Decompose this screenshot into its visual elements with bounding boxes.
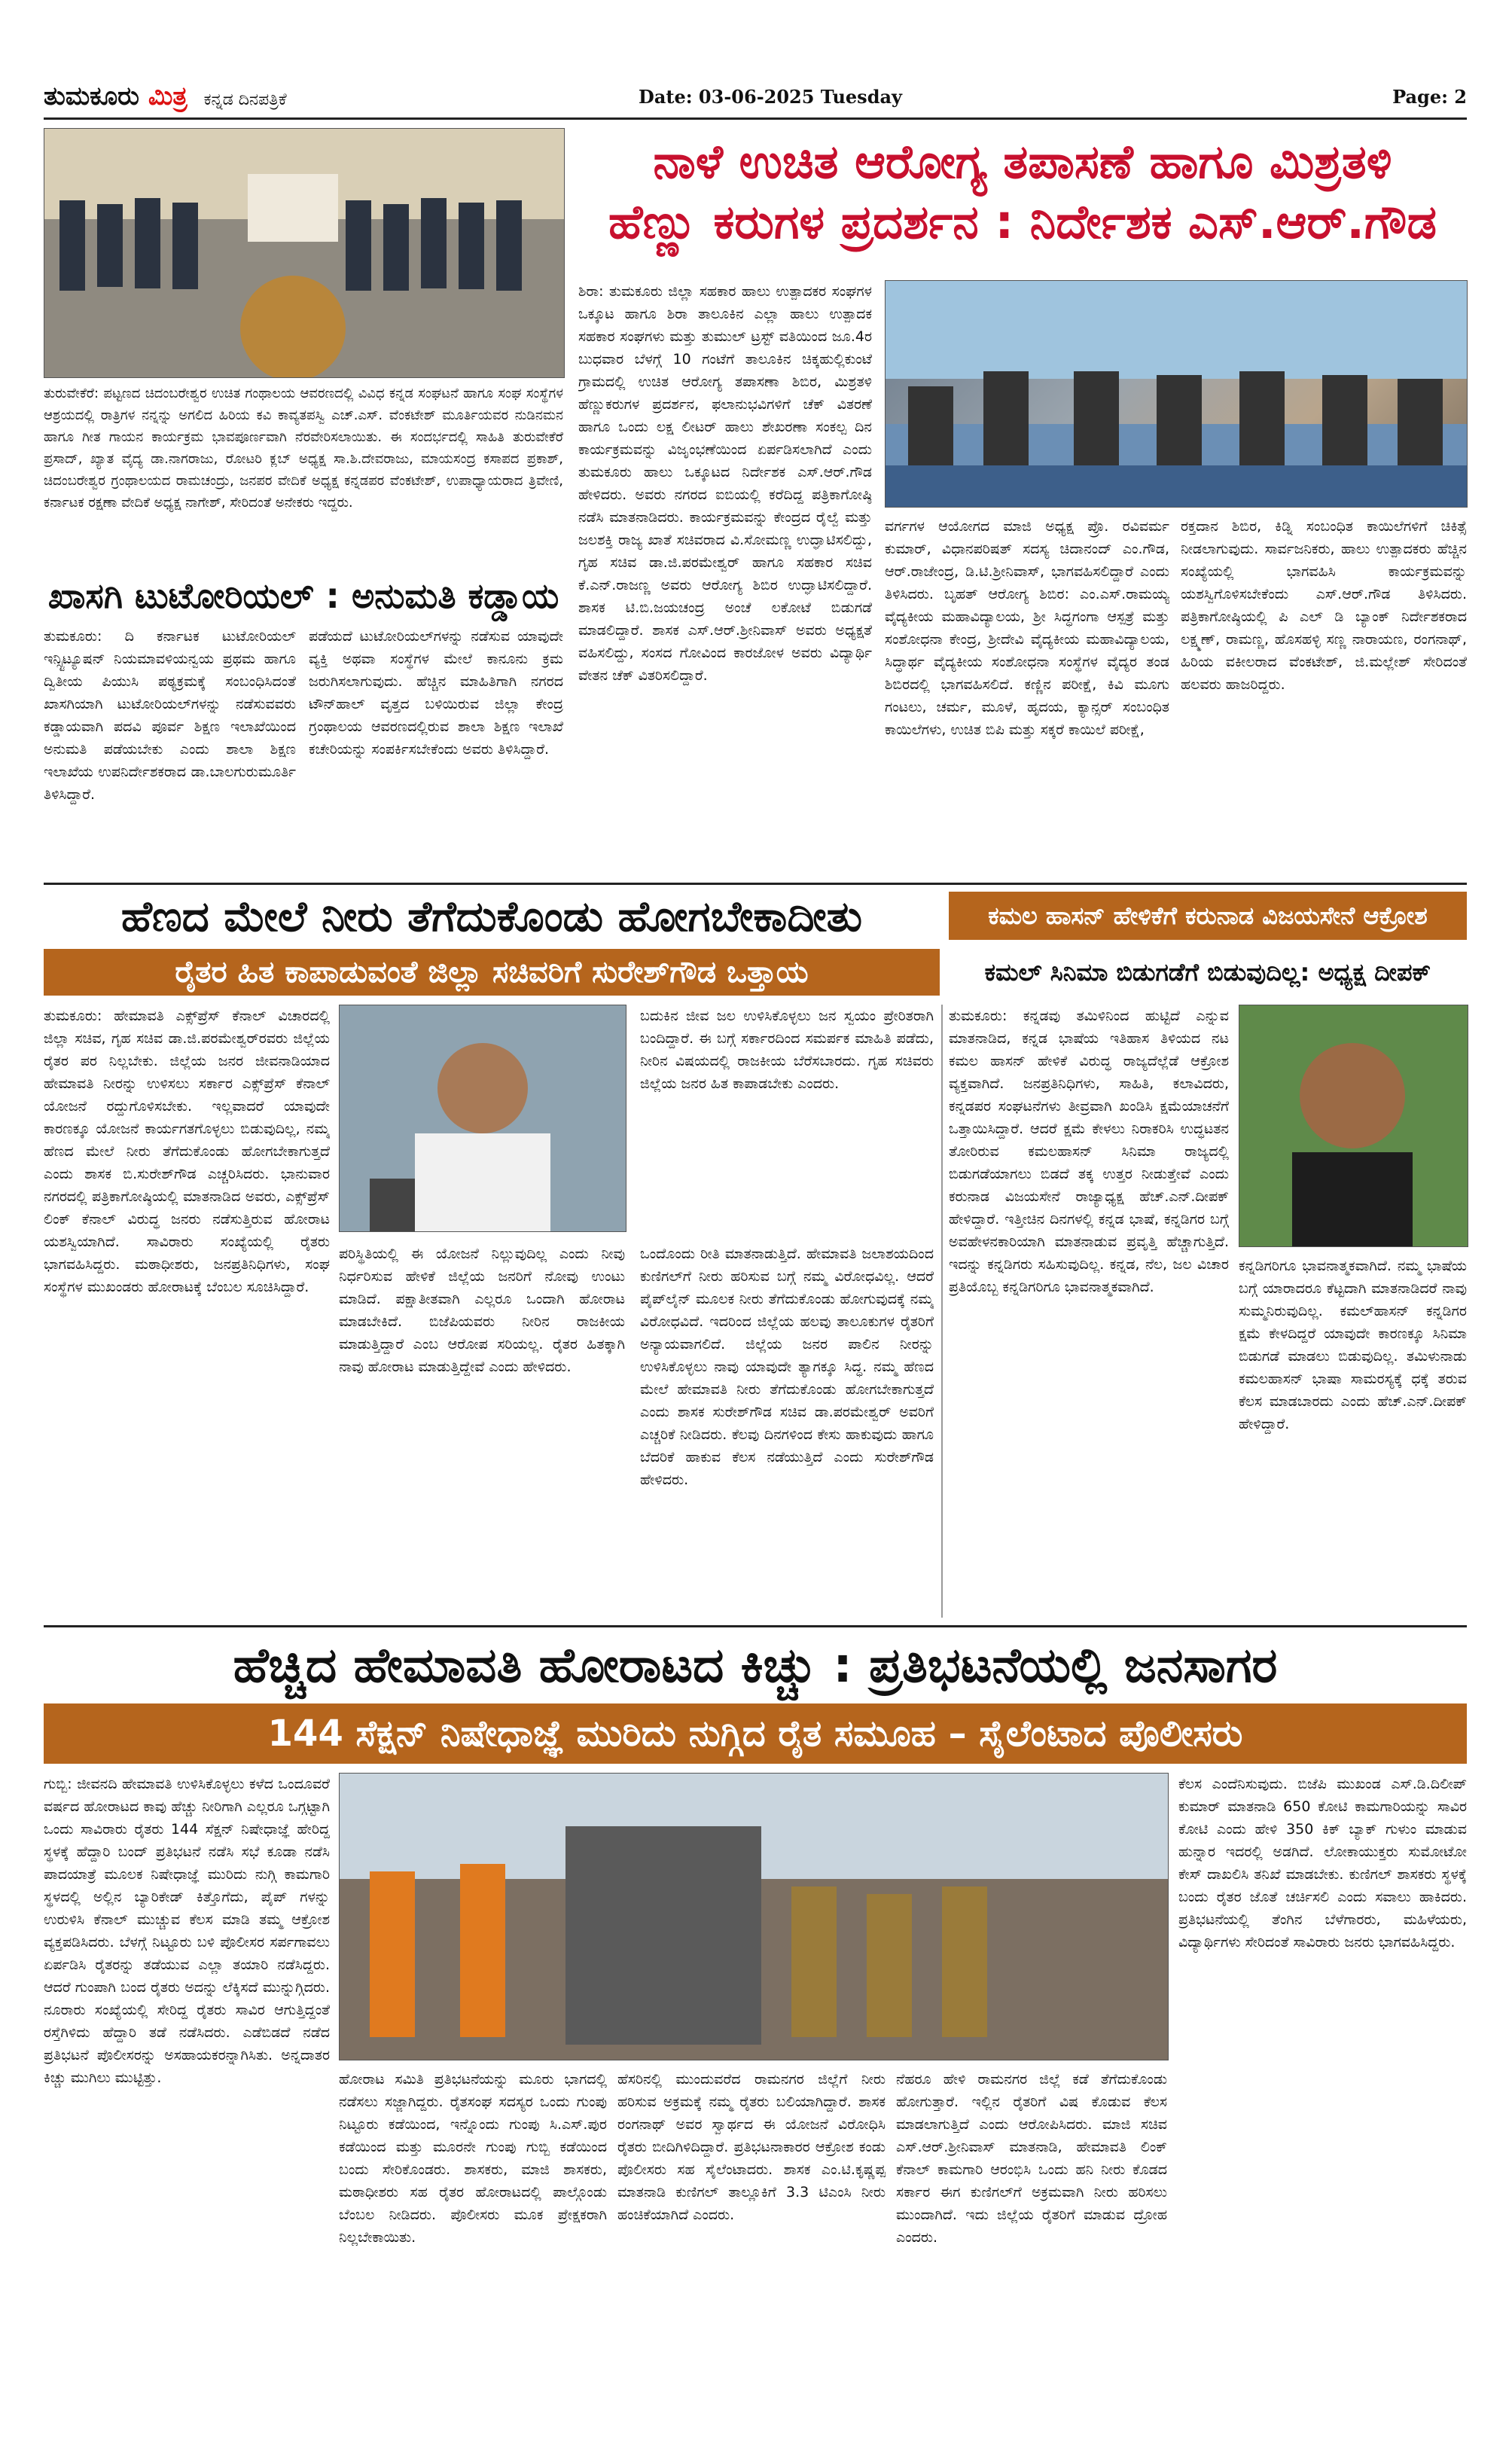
kamal-column-1-text: ತುಮಕೂರು: ಕನ್ನಡವು ತಮಿಳಿನಿಂದ ಹುಟ್ಟಿದೆ ಎನ್ನುವ ಮಾತನಾಡಿದ, ಕನ್ನಡ ಭಾಷೆಯ ಇತಿಹಾಸ ತಿಳಿಯದ ನಟ ಕಮಲ ಹಾಸನ್ ಹೇಳಿಕೆ ವಿರುದ್ಧ ರಾಜ್ಯದೆಲ್ಲೆಡೆ ಆಕ್ರೋಶ ವ್ಯಕ್ತವಾಗಿದೆ. ಜನಪ್ರತಿನಿಧಿಗಳು, ಸಾಹಿತಿ, ಕಲಾವಿದರು, ಕನ್ನಡಪರ ಸಂಘಟನೆಗಳು ತೀವ್ರವಾಗಿ ಖಂಡಿಸಿ ಕ್ಷಮೆಯಾಚನೆಗೆ ಒತ್ತಾಯಿಸಿದ್ದಾರೆ. ಆದರೆ ಕ್ಷಮೆ ಕೇಳಲು ನಿರಾಕರಿಸಿ ಉದ್ಧಟತನ ತೋರಿರುವ ಕಮಲಹಾಸನ್ ಸಿನಿಮಾ ರಾಜ್ಯದಲ್ಲಿ ಬಿಡುಗಡೆಯಾಗಲು ಬಿಡದೆ ತಕ್ಕ ಉತ್ತರ ನೀಡುತ್ತೇವೆ ಎಂದು ಕರುನಾಡ ವಿಜಯಸೇನೆ ರಾಜ್ಯಾಧ್ಯಕ್ಷ ಹೆಚ್.ಎನ್.ದೀಪಕ್ ಹೇಳಿದ್ದಾರೆ. ಇತ್ತೀಚಿನ ದಿನಗಳಲ್ಲಿ ಕನ್ನಡ ಭಾಷೆ, ಕನ್ನಡಿಗರ ಬಗ್ಗೆ ಅವಹೇಳನಕಾರಿಯಾಗಿ ಮಾತನಾಡುವ ಪ್ರವೃತ್ತಿ ಹೆಚ್ಚಾಗುತ್ತಿದೆ. ಇದನ್ನು ಕನ್ನಡಿಗರು ಸಹಿಸುವುದಿಲ್ಲ. ಕನ್ನಡ, ನೆಲ, ಜಲ ವಿಚಾರ ಪ್ರತಿಯೊಬ್ಬ ಕನ್ನಡಿಗರಿಗೂ ಭಾವನಾತ್ಮಕವಾಗಿದೆ. [949,1008,1229,1295]
section-divider [44,1625,1467,1627]
photo-illustration [886,281,1467,507]
health-column-2-text: ವರ್ಗಗಳ ಆಯೋಗದ ಮಾಜಿ ಅಧ್ಯಕ್ಷ ಪ್ರೊ. ರವಿವರ್ಮ ಕುಮಾರ್, ವಿಧಾನಪರಿಷತ್ ಸದಸ್ಯ ಚಿದಾನಂದ್ ಎಂ.ಗೌಡ, ಆರ್.ರಾಜೇಂದ್ರ, ಡಿ.ಟಿ.ಶ್ರೀನಿವಾಸ್, ಭಾಗವಹಿಸಲಿದ್ದಾರೆ ಎಂದು ತಿಳಿಸಿದರು. ಬೃಹತ್ ಆರೋಗ್ಯ ಶಿಬಿರ: ಎಂ.ಎಸ್.ರಾಮಯ್ಯ ವೈದ್ಯಕೀಯ ಮಹಾವಿದ್ಯಾಲಯ, ಶ್ರೀ ಸಿದ್ಧಗಂಗಾ ಆಸ್ಪತ್ರೆ ಮತ್ತು ಸಂಶೋಧನಾ ಕೇಂದ್ರ, ಶ್ರೀದೇವಿ ವೈದ್ಯಕೀಯ ಮಹಾವಿದ್ಯಾಲಯ, ಸಿದ್ಧಾರ್ಥ ವೈದ್ಯಕೀಯ ಸಂಶೋಧನಾ ಸಂಸ್ಥೆಗಳ ವೈದ್ಯರ ತಂಡ ಶಿಬಿರದಲ್ಲಿ ಭಾಗವಹಿಸಲಿದೆ. ಕಣ್ಣಿನ ಪರೀಕ್ಷೆ, ಕಿವಿ ಮೂಗು ಗಂಟಲು, ಚರ್ಮ, ಮೂಳೆ, ಹೃದಯ, ಕ್ಯಾನ್ಸರ್ ಸಂಬಂಧಿತ ಕಾಯಿಲೆಗಳು, ಉಚಿತ ಬಿಪಿ ಮತ್ತು ಸಕ್ಕರೆ ಕಾಯಿಲೆ ಪರೀಕ್ಷೆ, [885,518,1169,738]
brand-name: ತುಮಕೂರು [44,81,139,111]
water-column-2b-text: ಪರಿಸ್ಥಿತಿಯಲ್ಲಿ ಈ ಯೋಜನೆ ನಿಲ್ಲುವುದಿಲ್ಲ ಎಂದು ನೀವು ನಿರ್ಧರಿಸುವ ಹೇಳಿಕೆ ಜಿಲ್ಲೆಯ ಜನರಿಗೆ ನೋವು ಉಂಟು ಮಾಡಿದೆ. ಪಕ್ಷಾತೀತವಾಗಿ ಎಲ್ಲರೂ ಒಂದಾಗಿ ಹೋರಾಟ ಮಾಡಬೇಕಿದೆ. ಬಿಜೆಪಿಯವರು ನೀರಿನ ರಾಜಕೀಯ ಮಾಡುತ್ತಿದ್ದಾರೆ ಎಂಬ ಆರೋಪ ಸರಿಯಲ್ಲ. ರೈತರ ಹಿತಕ್ಕಾಗಿ ನಾವು ಹೋರಾಟ ಮಾಡುತ್ತಿದ್ದೇವೆ ಎಂದು ಹೇಳಿದರು. [339,1246,625,1375]
protest-column-4 [896,2068,1167,2410]
protest-column-1-text: ಗುಬ್ಬಿ: ಜೀವನದಿ ಹೇಮಾವತಿ ಉಳಿಸಿಕೊಳ್ಳಲು ಕಳೆದ ಒಂದೂವರೆ ವರ್ಷದ ಹೋರಾಟದ ಕಾವು ಹೆಚ್ಚು ನೀರಿಗಾಗಿ ಎಲ್ಲರೂ ಒಗ್ಗಟ್ಟಾಗಿ ಒಂದು ಸಾವಿರಾರು ರೈತರು 144 ಸೆಕ್ಷನ್ ನಿಷೇಧಾಜ್ಞೆ ಹೇರಿದ್ದ ಸ್ಥಳಕ್ಕೆ ಹೆದ್ದಾರಿ ಬಂದ್ ಪ್ರತಿಭಟನೆ ನಡೆಸಿ ಸಭೆ ಕೂಡಾ ನಡೆಸಿ ಪಾದಯಾತ್ರೆ ಮೂಲಕ ನಿಷೇಧಾಜ್ಞೆ ಮುರಿದು ನುಗ್ಗಿ ಕಾಮಗಾರಿ ಸ್ಥಳದಲ್ಲಿ ಅಲ್ಲಿನ ಬ್ಯಾರಿಕೇಡ್ ಕಿತ್ತೊಗೆದು, ಪೈಪ್ ಗಳನ್ನು ಉರುಳಿಸಿ ಕೆನಾಲ್ ಮುಚ್ಚುವ ಕೆಲಸ ಮಾಡಿ ತಮ್ಮ ಆಕ್ರೋಶ ವ್ಯಕ್ತಪಡಿಸಿದರು. ಬೆಳಗ್ಗೆ ನಿಟ್ಟೂರು ಬಳಿ ಪೊಲೀಸರ ಸರ್ಪಗಾವಲು ಏರ್ಪಡಿಸಿ ರೈತರನ್ನು ತಡೆಯುವ ಎಲ್ಲಾ ತಯಾರಿ ನಡೆಸಿದ್ದರು. ಆದರೆ ಗುಂಪಾಗಿ ಬಂದ ರೈತರು ಅದನ್ನು ಲೆಕ್ಕಿಸದೆ ಮುನ್ನುಗ್ಗಿದರು. ನೂರಾರು ಸಂಖ್ಯೆಯಲ್ಲಿ ಸೇರಿದ್ದ ರೈತರು ಸಾವಿರ ಆಗುತ್ತಿದ್ದಂತೆ ರಸ್ತೆಗಿಳಿದು ಹೆದ್ದಾರಿ ತಡೆ ನಡೆಸಿದರು. ಎಡೆಬಿಡದೆ ನಡೆದ ಪ್ರತಿಭಟನೆ ಪೊಲೀಸರನ್ನು ಅಸಹಾಯಕರನ್ನಾಗಿಸಿತು. ಅನ್ನದಾತರ ಕಿಚ್ಚು ಮುಗಿಲು ಮುಟ್ಟಿತ್ತು. [44,1776,330,2086]
water-column-3 [640,1243,934,1618]
water-column-2 [640,1005,934,1231]
kamal-column-2-text: ಕನ್ನಡಿಗರಿಗೂ ಭಾವನಾತ್ಮಕವಾಗಿದೆ. ನಮ್ಮ ಭಾಷೆಯ ಬಗ್ಗೆ ಯಾರಾದರೂ ಕೆಟ್ಟದಾಗಿ ಮಾತನಾಡಿದರೆ ನಾವು ಸುಮ್ಮನಿರುವುದಿಲ್ಲ. ಕಮಲ್‌ಹಾಸನ್ ಕನ್ನಡಿಗರ ಕ್ಷಮೆ ಕೇಳದಿದ್ದರೆ ಯಾವುದೇ ಕಾರಣಕ್ಕೂ ಸಿನಿಮಾ ಬಿಡುಗಡೆ ಮಾಡಲು ಬಿಡುವುದಿಲ್ಲ. ತಮಿಳುನಾಡು ಕಮಲಹಾಸನ್ ಭಾಷಾ ಸಾಮರಸ್ಯಕ್ಕೆ ಧಕ್ಕೆ ತರುವ ಕೆಲಸ ಮಾಡಬಾರದು ಎಂದು ಹೆಚ್.ಎನ್.ದೀಪಕ್ ಹೇಳಿದ್ದಾರೆ. [1239,1258,1467,1432]
water-headline: ಹೆಣದ ಮೇಲೆ ನೀರು ತೆಗೆದುಕೊಂಡು ಹೋಗಬೇಕಾದೀತು [120,892,863,941]
photo-illustration [1239,1005,1468,1246]
tutorial-headline: ಖಾಸಗಿ ಟುಟೋರಿಯಲ್ : ಅನುಮತಿ ಕಡ್ಡಾಯ [47,575,559,616]
brand-name-accent: ಮಿತ್ರ [148,81,187,111]
tutorial-column-2 [309,625,563,877]
health-column-1 [578,280,872,877]
photo-deepak [1239,1005,1468,1247]
water-column-2b [339,1243,625,1618]
photo-illustration [340,1774,1168,2060]
water-column-1-text: ತುಮಕೂರು: ಹೇಮಾವತಿ ಎಕ್ಸ್‌ಪ್ರೆಸ್ ಕೆನಾಲ್ ವಿಚಾರದಲ್ಲಿ ಜಿಲ್ಲಾ ಸಚಿವ, ಗೃಹ ಸಚಿವ ಡಾ.ಜಿ.ಪರಮೇಶ್ವರ್‌ರವರು ಜಿಲ್ಲೆಯ ರೈತರ ಪರ ನಿಲ್ಲಬೇಕು. ಜಿಲ್ಲೆಯ ಜನರ ಜೀವನಾಡಿಯಾದ ಹೇಮಾವತಿ ನೀರನ್ನು ಉಳಿಸಲು ಸರ್ಕಾರ ಎಕ್ಸ್‌ಪ್ರೆಸ್ ಕೆನಾಲ್ ಯೋಜನೆ ರದ್ದುಗೊಳಿಸಬೇಕು. ಇಲ್ಲವಾದರೆ ಯಾವುದೇ ಕಾರಣಕ್ಕೂ ಯೋಜನೆ ಕಾರ್ಯಗತಗೊಳ್ಳಲು ಬಿಡುವುದಿಲ್ಲ, ನಮ್ಮ ಹೆಣದ ಮೇಲೆ ನೀರು ತೆಗೆದುಕೊಂಡು ಹೋಗಬೇಕಾಗುತ್ತದೆ ಎಂದು ಶಾಸಕ ಬಿ.ಸುರೇಶ್‌ಗೌಡ ಎಚ್ಚರಿಸಿದರು. ಭಾನುವಾರ ನಗರದಲ್ಲಿ ಪತ್ರಿಕಾಗೋಷ್ಠಿಯಲ್ಲಿ ಮಾತನಾಡಿದ ಅವರು, ಎಕ್ಸ್‌ಪ್ರೆಸ್ ಲಿಂಕ್ ಕೆನಾಲ್ ವಿರುದ್ಧ ಜನರು ನಡೆಸುತ್ತಿರುವ ಹೋರಾಟ ಯಶಸ್ವಿಯಾಗಿದೆ. ಸಾವಿರಾರು ಸಂಖ್ಯೆಯಲ್ಲಿ ರೈತರು ಭಾಗವಹಿಸಿದ್ದರು. ಮಠಾಧೀಶರು, ಜನಪ್ರತಿನಿಧಿಗಳು, ಸಂಘ ಸಂಸ್ಥೆಗಳ ಮುಖಂಡರು ಹೋರಾಟಕ್ಕೆ ಬೆಂಬಲ ಸೂಚಿಸಿದ್ದಾರೆ. [44,1008,330,1295]
protest-column-5-text: ಕೆಲಸ ಎಂದೆನಿಸುವುದು. ಬಿಜೆಪಿ ಮುಖಂಡ ಎಸ್.ಡಿ.ದಿಲೀಪ್ ಕುಮಾರ್ ಮಾತನಾಡಿ 650 ಕೋಟಿ ಕಾಮಗಾರಿಯನ್ನು ಸಾವಿರ ಕೋಟಿ ಎಂದು ಹೇಳಿ 350 ಕಿಕ್ ಬ್ಯಾಕ್ ಗುಳುಂ ಮಾಡುವ ಹುನ್ನಾರ ಇದರಲ್ಲಿ ಅಡಗಿದೆ. ಲೋಕಾಯುಕ್ತರು ಸುಮೋಟೋ ಕೇಸ್ ದಾಖಲಿಸಿ ತನಿಖೆ ಮಾಡಬೇಕು. ಕುಣಿಗಲ್ ಶಾಸಕರು ಸ್ಥಳಕ್ಕೆ ಬಂದು ರೈತರ ಜೊತೆ ಚರ್ಚಿಸಲಿ ಎಂದು ಸವಾಲು ಹಾಕಿದರು. ಪ್ರತಿಭಟನೆಯಲ್ಲಿ ತೆಂಗಿನ ಬೆಳೆಗಾರರು, ಮಹಿಳೆಯರು, ವಿದ್ಯಾರ್ಥಿಗಳು ಸೇರಿದಂತೆ ಸಾವಿರಾರು ಜನರು ಭಾಗವಹಿಸಿದ್ದರು. [1178,1776,1467,1951]
photo-suresh-gowda [339,1005,626,1232]
article-turuvekere [44,383,563,569]
kamal-subhead: ಕಮಲ್ ಸಿನಿಮಾ ಬಿಡುಗಡೆಗೆ ಬಿಡುವುದಿಲ್ಲ: ಅಧ್ಯಕ್ಷ ದೀಪಕ್ [984,958,1431,987]
newspaper-logo [44,81,287,111]
column-divider [941,1005,943,1618]
section-divider [44,883,1467,885]
kamal-column-2 [1239,1255,1467,1618]
page-number: Page: 2 [1392,86,1467,108]
brand-subtitle: ಕನ್ನಡ ದಿನಪತ್ರಿಕೆ [203,90,287,109]
protest-headline: ಹೆಚ್ಚಿದ ಹೇಮಾವತಿ ಹೋರಾಟದ ಕಿಚ್ಚು : ಪ್ರತಿಭಟನೆಯಲ್ಲಿ ಜನಸಾಗರ [233,1638,1278,1694]
tutorial-column-1-text: ತುಮಕೂರು: ದಿ ಕರ್ನಾಟಕ ಟುಟೋರಿಯಲ್ ಇನ್ಸ್ಟಿಟ್ಯೂಷನ್ ನಿಯಮಾವಳಿಯನ್ವಯ ಪ್ರಥಮ ಹಾಗೂ ದ್ವಿತೀಯ ಪಿಯುಸಿ ಪಠ್ಯಕ್ರಮಕ್ಕೆ ಸಂಬಂಧಿಸಿದಂತೆ ಖಾಸಗಿಯಾಗಿ ಟುಟೋರಿಯಲ್‌ಗಳನ್ನು ನಡೆಸುವವರು ಕಡ್ಡಾಯವಾಗಿ ಪದವಿ ಪೂರ್ವ ಶಿಕ್ಷಣ ಇಲಾಖೆಯಿಂದ ಅನುಮತಿ ಪಡೆಯಬೇಕು ಎಂದು ಶಾಲಾ ಶಿಕ್ಷಣ ಇಲಾಖೆಯ ಉಪನಿರ್ದೇಶಕರಾದ ಡಾ.ಬಾಲಗುರುಮೂರ್ತಿ ತಿಳಿಸಿದ್ದಾರೆ. [44,628,296,803]
protest-column-4-text: ನೆಹರೂ ಹೇಳಿ ರಾಮನಗರ ಜಿಲ್ಲೆ ಕಡೆ ತೆಗೆದುಕೊಂಡು ಹೋಗುತ್ತಾರೆ. ಇಲ್ಲಿನ ರೈತರಿಗೆ ವಿಷ ಕೊಡುವ ಕೆಲಸ ಮಾಡಲಾಗುತ್ತಿದೆ ಎಂದು ಆರೋಪಿಸಿದರು. ಮಾಜಿ ಸಚಿವ ಎಸ್.ಆರ್.ಶ್ರೀನಿವಾಸ್ ಮಾತನಾಡಿ, ಹೇಮಾವತಿ ಲಿಂಕ್ ಕೆನಾಲ್ ಕಾಮಗಾರಿ ಆರಂಭಿಸಿ ಒಂದು ಹನಿ ನೀರು ಕೊಡದ ಸರ್ಕಾರ ಈಗ ಕುಣಿಗಲ್‌ಗೆ ಅಕ್ರಮವಾಗಿ ನೀರು ಹರಿಸಲು ಮುಂದಾಗಿದೆ. ಇದು ಜಿಲ್ಲೆಯ ರೈತರಿಗೆ ಮಾಡುವ ದ್ರೋಹ ಎಂದರು. [896,2071,1167,2246]
water-column-3-text: ಒಂದೊಂದು ರೀತಿ ಮಾತನಾಡುತ್ತಿದೆ. ಹೇಮಾವತಿ ಜಲಾಶಯದಿಂದ ಕುಣಿಗಲ್‌ಗೆ ನೀರು ಹರಿಸುವ ಬಗ್ಗೆ ನಮ್ಮ ವಿರೋಧವಿಲ್ಲ. ಆದರೆ ಪೈಪ್‌ಲೈನ್ ಮೂಲಕ ನೀರು ತೆಗೆದುಕೊಂಡು ಹೋಗುವುದಕ್ಕೆ ನಮ್ಮ ವಿರೋಧವಿದೆ. ಇದರಿಂದ ಜಿಲ್ಲೆಯ ಹಲವು ತಾಲೂಕುಗಳ ರೈತರಿಗೆ ಅನ್ಯಾಯವಾಗಲಿದೆ. ಜಿಲ್ಲೆಯ ಜನರ ಪಾಲಿನ ನೀರನ್ನು ಉಳಿಸಿಕೊಳ್ಳಲು ನಾವು ಯಾವುದೇ ತ್ಯಾಗಕ್ಕೂ ಸಿದ್ಧ. ನಮ್ಮ ಹೆಣದ ಮೇಲೆ ಹೇಮಾವತಿ ನೀರು ತೆಗೆದುಕೊಂಡು ಹೋಗಬೇಕಾಗುತ್ತದೆ ಎಂದು ಶಾಸಕ ಸುರೇಶ್‌ಗೌಡ ಸಚಿವ ಡಾ.ಪರಮೇಶ್ವರ್ ಅವರಿಗೆ ಎಚ್ಚರಿಕೆ ನೀಡಿದರು. ಕೆಲವು ದಿನಗಳಿಂದ ಕೇಸು ಹಾಕುವುದು ಹಾಗೂ ಬೆದರಿಕೆ ಹಾಕುವ ಕೆಲಸ ನಡೆಯುತ್ತಿದೆ ಎಂದು ಸುರೇಶ್‌ಗೌಡ ಹೇಳಿದರು. [640,1246,934,1488]
protest-column-5 [1178,1773,1467,2410]
issue-date: Date: 03-06-2025 Tuesday [639,86,902,108]
photo-event-group [44,128,565,378]
protest-band: 144 ಸೆಕ್ಷನ್ ನಿಷೇಧಾಜ್ಞೆ ಮುರಿದು ನುಗ್ಗಿದ ರೈತ ಸಮೂಹ – ಸೈಲೆಂಟಾದ ಪೊಲೀಸರು [44,1703,1467,1764]
kamal-column-1 [949,1005,1229,1618]
health-headline [578,132,1467,252]
protest-column-1 [44,1773,330,2410]
health-column-3 [1181,515,1467,877]
water-subhead: ರೈತರ ಹಿತ ಕಾಪಾಡುವಂತೆ ಜಿಲ್ಲಾ ಸಚಿವರಿಗೆ ಸುರೇಶ್‌ಗೌಡ ಒತ್ತಾಯ [44,949,940,996]
health-headline-line2: ಹೆಣ್ಣು ಕರುಗಳ ಪ್ರದರ್ಶನ : ನಿರ್ದೇಶಕ ಎಸ್.ಆರ್.ಗೌಡ [608,194,1437,249]
photo-illustration [44,129,564,377]
protest-column-2 [339,2068,607,2410]
water-column-1 [44,1005,330,1618]
protest-column-3-text: ಹೆಸರಿನಲ್ಲಿ ಮುಂದುವರೆದ ರಾಮನಗರ ಜಿಲ್ಲೆಗೆ ನೀರು ಹರಿಸುವ ಅಕ್ರಮಕ್ಕೆ ನಮ್ಮ ರೈತರು ಬಲಿಯಾಗಿದ್ದಾರೆ. ಶಾಸಕ ರಂಗನಾಥ್ ಅವರ ಸ್ವಾರ್ಥದ ಈ ಯೋಜನೆ ವಿರೋಧಿಸಿ ರೈತರು ಬೀದಿಗಿಳಿದಿದ್ದಾರೆ. ಪ್ರತಿಭಟನಾಕಾರರ ಆಕ್ರೋಶ ಕಂಡು ಪೊಲೀಸರು ಸಹ ಸೈಲೆಂಟಾದರು. ಶಾಸಕ ಎಂ.ಟಿ.ಕೃಷ್ಣಪ್ಪ ಮಾತನಾಡಿ ಕುಣಿಗಲ್ ತಾಲ್ಲೂಕಿಗೆ 3.3 ಟಿಎಂಸಿ ನೀರು ಹಂಚಿಕೆಯಾಗಿದೆ ಎಂದರು. [617,2071,886,2223]
article-turuvekere-body: ತುರುವೇಕೆರೆ: ಪಟ್ಟಣದ ಚಿದಂಬರೇಶ್ವರ ಉಚಿತ ಗಂಥಾಲಯ ಆವರಣದಲ್ಲಿ ವಿವಿಧ ಕನ್ನಡ ಸಂಘಟನೆ ಹಾಗೂ ಸಂಘ ಸಂಸ್ಥೆಗಳ ಆಶ್ರಯದಲ್ಲಿ ರಾತ್ರಿಗಳ ನನ್ನನ್ನು ಅಗಲಿದ ಹಿರಿಯ ಕವಿ ಕಾವ್ಯತಪಸ್ವಿ ಎಚ್.ಎಸ್. ವೆಂಕಟೇಶ್ ಮೂರ್ತಿಯವರ ನುಡಿನಮನ ಹಾಗೂ ಗೀತ ಗಾಯನ ಕಾರ್ಯಕ್ರಮ ಭಾವಪೂರ್ಣವಾಗಿ ನೆರವೇರಿಸಲಾಯಿತು. ಈ ಸಂದರ್ಭದಲ್ಲಿ ಸಾಹಿತಿ ತುರುವೇಕೆರೆ ಪ್ರಸಾದ್, ಖ್ಯಾತ ವೈದ್ಯ ಡಾ.ನಾಗರಾಜು, ರೋಟರಿ ಕ್ಲಬ್ ಅಧ್ಯಕ್ಷ ಸಾ.ಶಿ.ದೇವರಾಜು, ಮಾಯಸಂದ್ರ ಕಸಾಪದ ಪ್ರಕಾಶ್, ಚಿದಂಬರೇಶ್ವರ ಗ್ರಂಥಾಲಯದ ರಾಮಚಂದ್ರು, ಜನಪರ ವೇದಿಕೆ ಅಧ್ಯಕ್ಷ ಕನ್ನಡಪರ ವೆಂಕಟೇಶ್, ಉಪಾಧ್ಯಾಯರಾದ ತ್ರಿವೇಣಿ, ಕರ್ನಾಟಕ ರಕ್ಷಣಾ ವೇದಿಕೆ ಅಧ್ಯಕ್ಷ ನಾಗೇಶ್, ಸೇರಿದಂತೆ ಅನೇಕರು ಇದ್ದರು. [44,386,563,511]
photo-press-meet [885,280,1468,508]
water-column-2-text: ಬದುಕಿನ ಜೀವ ಜಲ ಉಳಿಸಿಕೊಳ್ಳಲು ಜನ ಸ್ವಯಂ ಪ್ರೇರಿತರಾಗಿ ಬಂದಿದ್ದಾರೆ. ಈ ಬಗ್ಗೆ ಸರ್ಕಾರದಿಂದ ಸಮರ್ಪಕ ಮಾಹಿತಿ ಪಡೆದು, ನೀರಿನ ವಿಷಯದಲ್ಲಿ ರಾಜಕೀಯ ಬೆರೆಸಬಾರದು. ಗೃಹ ಸಚಿವರು ಜಿಲ್ಲೆಯ ಜನರ ಹಿತ ಕಾಪಾಡಬೇಕು ಎಂದರು. [640,1008,934,1092]
health-headline-line1: ನಾಳೆ ಉಚಿತ ಆರೋಗ್ಯ ತಪಾಸಣೆ ಹಾಗೂ ಮಿಶ್ರತಳಿ [653,134,1392,189]
health-column-2 [885,515,1169,877]
tutorial-column-2-text: ಪಡೆಯದೆ ಟುಟೋರಿಯಲ್‌ಗಳನ್ನು ನಡೆಸುವ ಯಾವುದೇ ವ್ಯಕ್ತಿ ಅಥವಾ ಸಂಸ್ಥೆಗಳ ಮೇಲೆ ಕಾನೂನು ಕ್ರಮ ಜರುಗಿಸಲಾಗುವುದು. ಹೆಚ್ಚಿನ ಮಾಹಿತಿಗಾಗಿ ನಗರದ ಟೌನ್‌ಹಾಲ್ ವೃತ್ತದ ಬಳಿಯಿರುವ ಜಿಲ್ಲಾ ಕೇಂದ್ರ ಗ್ರಂಥಾಲಯ ಆವರಣದಲ್ಲಿರುವ ಶಾಲಾ ಶಿಕ್ಷಣ ಇಲಾಖೆ ಕಚೇರಿಯನ್ನು ಸಂಪರ್ಕಿಸಬೇಕೆಂದು ಅವರು ತಿಳಿಸಿದ್ದಾರೆ. [309,628,563,758]
health-column-1-text: ಶಿರಾ: ತುಮಕೂರು ಜಿಲ್ಲಾ ಸಹಕಾರ ಹಾಲು ಉತ್ಪಾದಕರ ಸಂಘಗಳ ಒಕ್ಕೂಟ ಹಾಗೂ ಶಿರಾ ತಾಲೂಕಿನ ಎಲ್ಲಾ ಹಾಲು ಉತ್ಪಾದಕ ಸಹಕಾರ ಸಂಘಗಳು ಮತ್ತು ತುಮುಲ್ ಟ್ರಸ್ಟ್ ವತಿಯಿಂದ ಜೂ.4ರ ಬುಧವಾರ ಬೆಳಗ್ಗೆ 10 ಗಂಟೆಗೆ ತಾಲೂಕಿನ ಚಿಕ್ಕಹುಲ್ಲಿಕುಂಟೆ ಗ್ರಾಮದಲ್ಲಿ ಉಚಿತ ಆರೋಗ್ಯ ತಪಾಸಣಾ ಶಿಬಿರ, ಮಿಶ್ರತಳಿ ಹೆಣ್ಣುಕರುಗಳ ಪ್ರದರ್ಶನ, ಫಲಾನುಭವಿಗಳಿಗೆ ಚೆಕ್ ವಿತರಣೆ ಹಾಗೂ ಒಂದು ಲಕ್ಷ ಲೀಟರ್ ಹಾಲು ಶೇಖರಣಾ ಸಂಕಲ್ಪ ದಿನ ಕಾರ್ಯಕ್ರಮವನ್ನು ವಿಜೃಂಭಣೆಯಿಂದ ಏರ್ಪಡಿಸಲಾಗಿದೆ ಎಂದು ತುಮಕೂರು ಹಾಲು ಒಕ್ಕೂಟದ ನಿರ್ದೇಶಕ ಎಸ್.ಆರ್.ಗೌಡ ಹೇಳಿದರು. ಅವರು ನಗರದ ಐಬಿಯಲ್ಲಿ ಕರೆದಿದ್ದ ಪತ್ರಿಕಾಗೋಷ್ಠಿ ನಡೆಸಿ ಮಾತನಾಡಿದರು. ಕಾರ್ಯಕ್ರಮವನ್ನು ಕೇಂದ್ರದ ರೈಲ್ವೆ ಮತ್ತು ಜಲಶಕ್ತಿ ರಾಜ್ಯ ಖಾತೆ ಸಚಿವರಾದ ವಿ.ಸೋಮಣ್ಣ ಉದ್ಘಾಟಿಸಲಿದ್ದು, ಗೃಹ ಸಚಿವ ಡಾ.ಜಿ.ಪರಮೇಶ್ವರ್ ಹಾಗೂ ಸಹಕಾರ ಸಚಿವ ಕೆ.ಎನ್.ರಾಜಣ್ಣ ಅವರು ಆರೋಗ್ಯ ಶಿಬಿರ ಉದ್ಘಾಟಿಸಲಿದ್ದಾರೆ. ಶಾಸಕ ಟಿ.ಬಿ.ಜಯಚಂದ್ರ ಅಂಚೆ ಲಕೋಟೆ ಬಿಡುಗಡೆ ಮಾಡಲಿದ್ದಾರೆ. ಶಾಸಕ ಎಸ್.ಆರ್.ಶ್ರೀನಿವಾಸ್ ಅವರು ಅಧ್ಯಕ್ಷತೆ ವಹಿಸಲಿದ್ದು, ಸಂಸದ ಗೋವಿಂದ ಕಾರಜೋಳ ಅವರು ವಿದ್ಯಾರ್ಥಿ ವೇತನ ಚೆಕ್ ವಿತರಿಸಲಿದ್ದಾರೆ. [578,283,872,684]
masthead [44,81,1467,120]
health-column-3-text: ರಕ್ತದಾನ ಶಿಬಿರ, ಕಿಡ್ನಿ ಸಂಬಂಧಿತ ಕಾಯಿಲೆಗಳಿಗೆ ಚಿಕಿತ್ಸೆ ನೀಡಲಾಗುವುದು. ಸಾರ್ವಜನಿಕರು, ಹಾಲು ಉತ್ಪಾದಕರು ಹೆಚ್ಚಿನ ಸಂಖ್ಯೆಯಲ್ಲಿ ಭಾಗವಹಿಸಿ ಕಾರ್ಯಕ್ರಮವನ್ನು ಯಶಸ್ವಿಗೊಳಿಸಬೇಕೆಂದು ಎಸ್.ಆರ್.ಗೌಡ ತಿಳಿಸಿದರು. ಪತ್ರಿಕಾಗೋಷ್ಠಿಯಲ್ಲಿ ಪಿ ಎಲ್ ಡಿ ಬ್ಯಾಂಕ್ ನಿರ್ದೇಶಕರಾದ ಲಕ್ಷ್ಮಣ್, ರಾಮಣ್ಣ, ಹೊಸಹಳ್ಳಿ ಸಣ್ಣ ನಾರಾಯಣ, ರಂಗನಾಥ್, ಹಿರಿಯ ವಕೀಲರಾದ ವೆಂಕಟೇಶ್, ಜಿ.ಮಲ್ಲೇಶ್ ಸೇರಿದಂತೆ ಹಲವರು ಹಾಜರಿದ್ದರು. [1181,518,1467,693]
kamal-headline: ಕಮಲ ಹಾಸನ್ ಹೇಳಿಕೆಗೆ ಕರುನಾಡ ವಿಜಯಸೇನೆ ಆಕ್ರೋಶ [949,892,1467,940]
protest-column-3 [617,2068,886,2410]
photo-protest-crowd [339,1773,1169,2060]
photo-illustration [340,1005,626,1231]
protest-column-2-text: ಹೋರಾಟ ಸಮಿತಿ ಪ್ರತಿಭಟನೆಯನ್ನು ಮೂರು ಭಾಗದಲ್ಲಿ ನಡೆಸಲು ಸಜ್ಜಾಗಿದ್ದರು. ರೈತಸಂಘ ಸದಸ್ಯರ ಒಂದು ಗುಂಪು ನಿಟ್ಟೂರು ಕಡೆಯಿಂದ, ಇನ್ನೊಂದು ಗುಂಪು ಸಿ.ಎಸ್.ಪುರ ಕಡೆಯಿಂದ ಮತ್ತು ಮೂರನೇ ಗುಂಪು ಗುಬ್ಬಿ ಕಡೆಯಿಂದ ಬಂದು ಸೇರಿಕೊಂಡರು. ಶಾಸಕರು, ಮಾಜಿ ಶಾಸಕರು, ಮಠಾಧೀಶರು ಸಹ ರೈತರ ಹೋರಾಟದಲ್ಲಿ ಪಾಲ್ಗೊಂಡು ಬೆಂಬಲ ನೀಡಿದರು. ಪೊಲೀಸರು ಮೂಕ ಪ್ರೇಕ್ಷಕರಾಗಿ ನಿಲ್ಲಬೇಕಾಯಿತು. [339,2071,607,2246]
tutorial-column-1 [44,625,296,877]
